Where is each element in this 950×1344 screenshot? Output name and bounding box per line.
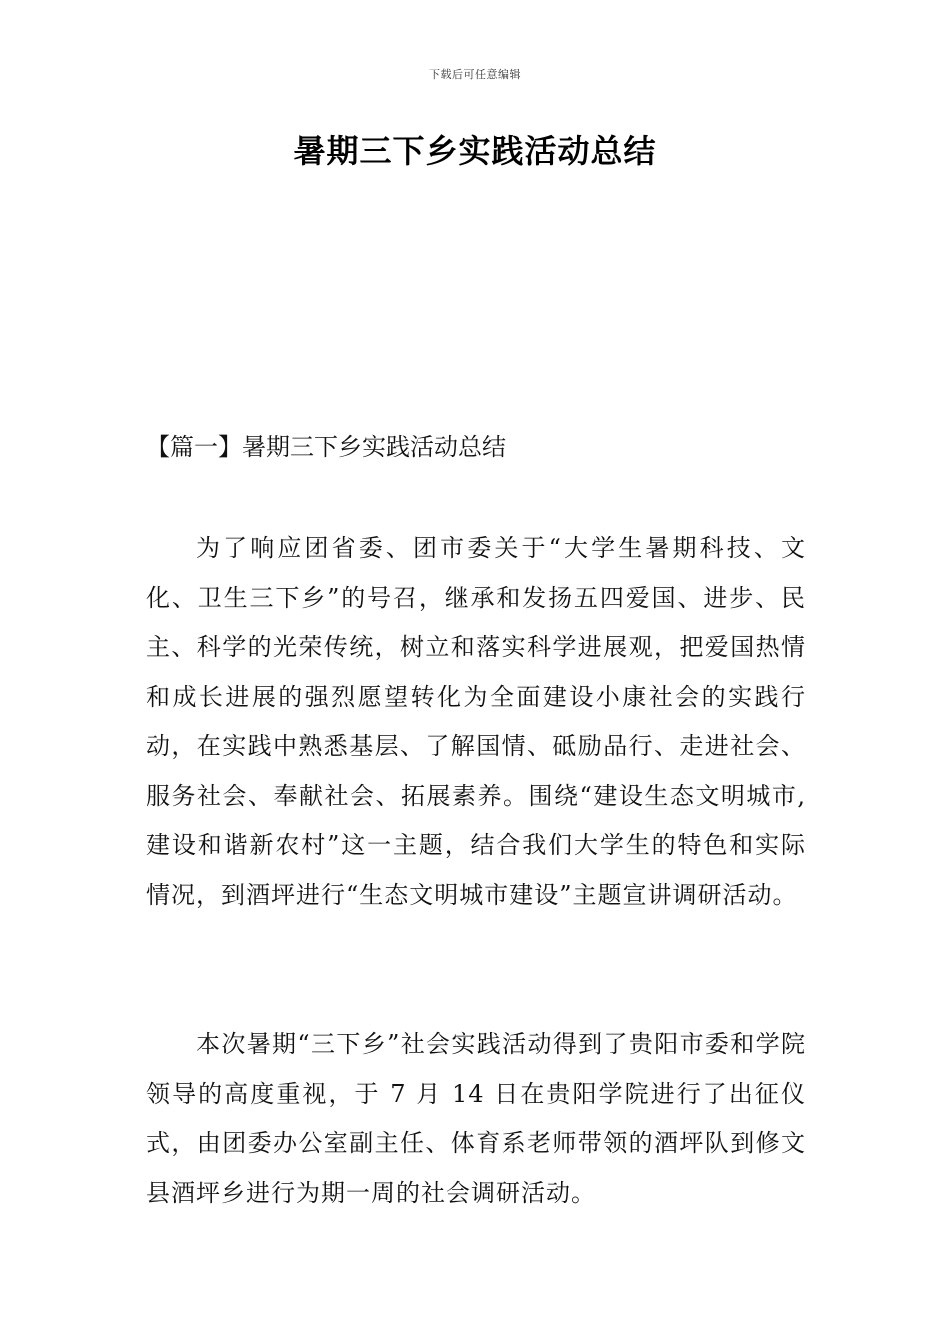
body-paragraph-1: 为了响应团省委、团市委关于“大学生暑期科技、文化、卫生三下乡”的号召，继承和发扬五四爱国、进步、民主、科学的光荣传统，树立和落实科学进展观，把爱国热情和成长进展的强烈愿望转化为全面建设小康社会的实践行动，在实践中熟悉基层、了解国情、砥励品行、走进社会、服务社会、奉献社会、拓展素养。围绕“建设生态文明城市,建设和谐新农村”这一主题，结合我们大学生的特色和实际情况，到酒坪进行“生态文明城市建设”主题宣讲调研活动。 xyxy=(146,534,806,909)
document-title: 暑期三下乡实践活动总结 xyxy=(293,132,657,170)
body-paragraph-2: 本次暑期“三下乡”社会实践活动得到了贵阳市委和学院领导的高度重视，于 7 月 14 日在贵阳学院进行了出征仪式，由团委办公室副主任、体育系老师带领的酒坪队到修文县酒坪乡进行为期一周的社会调研活动。 xyxy=(146,1030,806,1207)
section-heading: 【篇一】暑期三下乡实践活动总结 xyxy=(146,433,506,461)
header-note: 下载后可任意编辑 xyxy=(429,68,521,81)
